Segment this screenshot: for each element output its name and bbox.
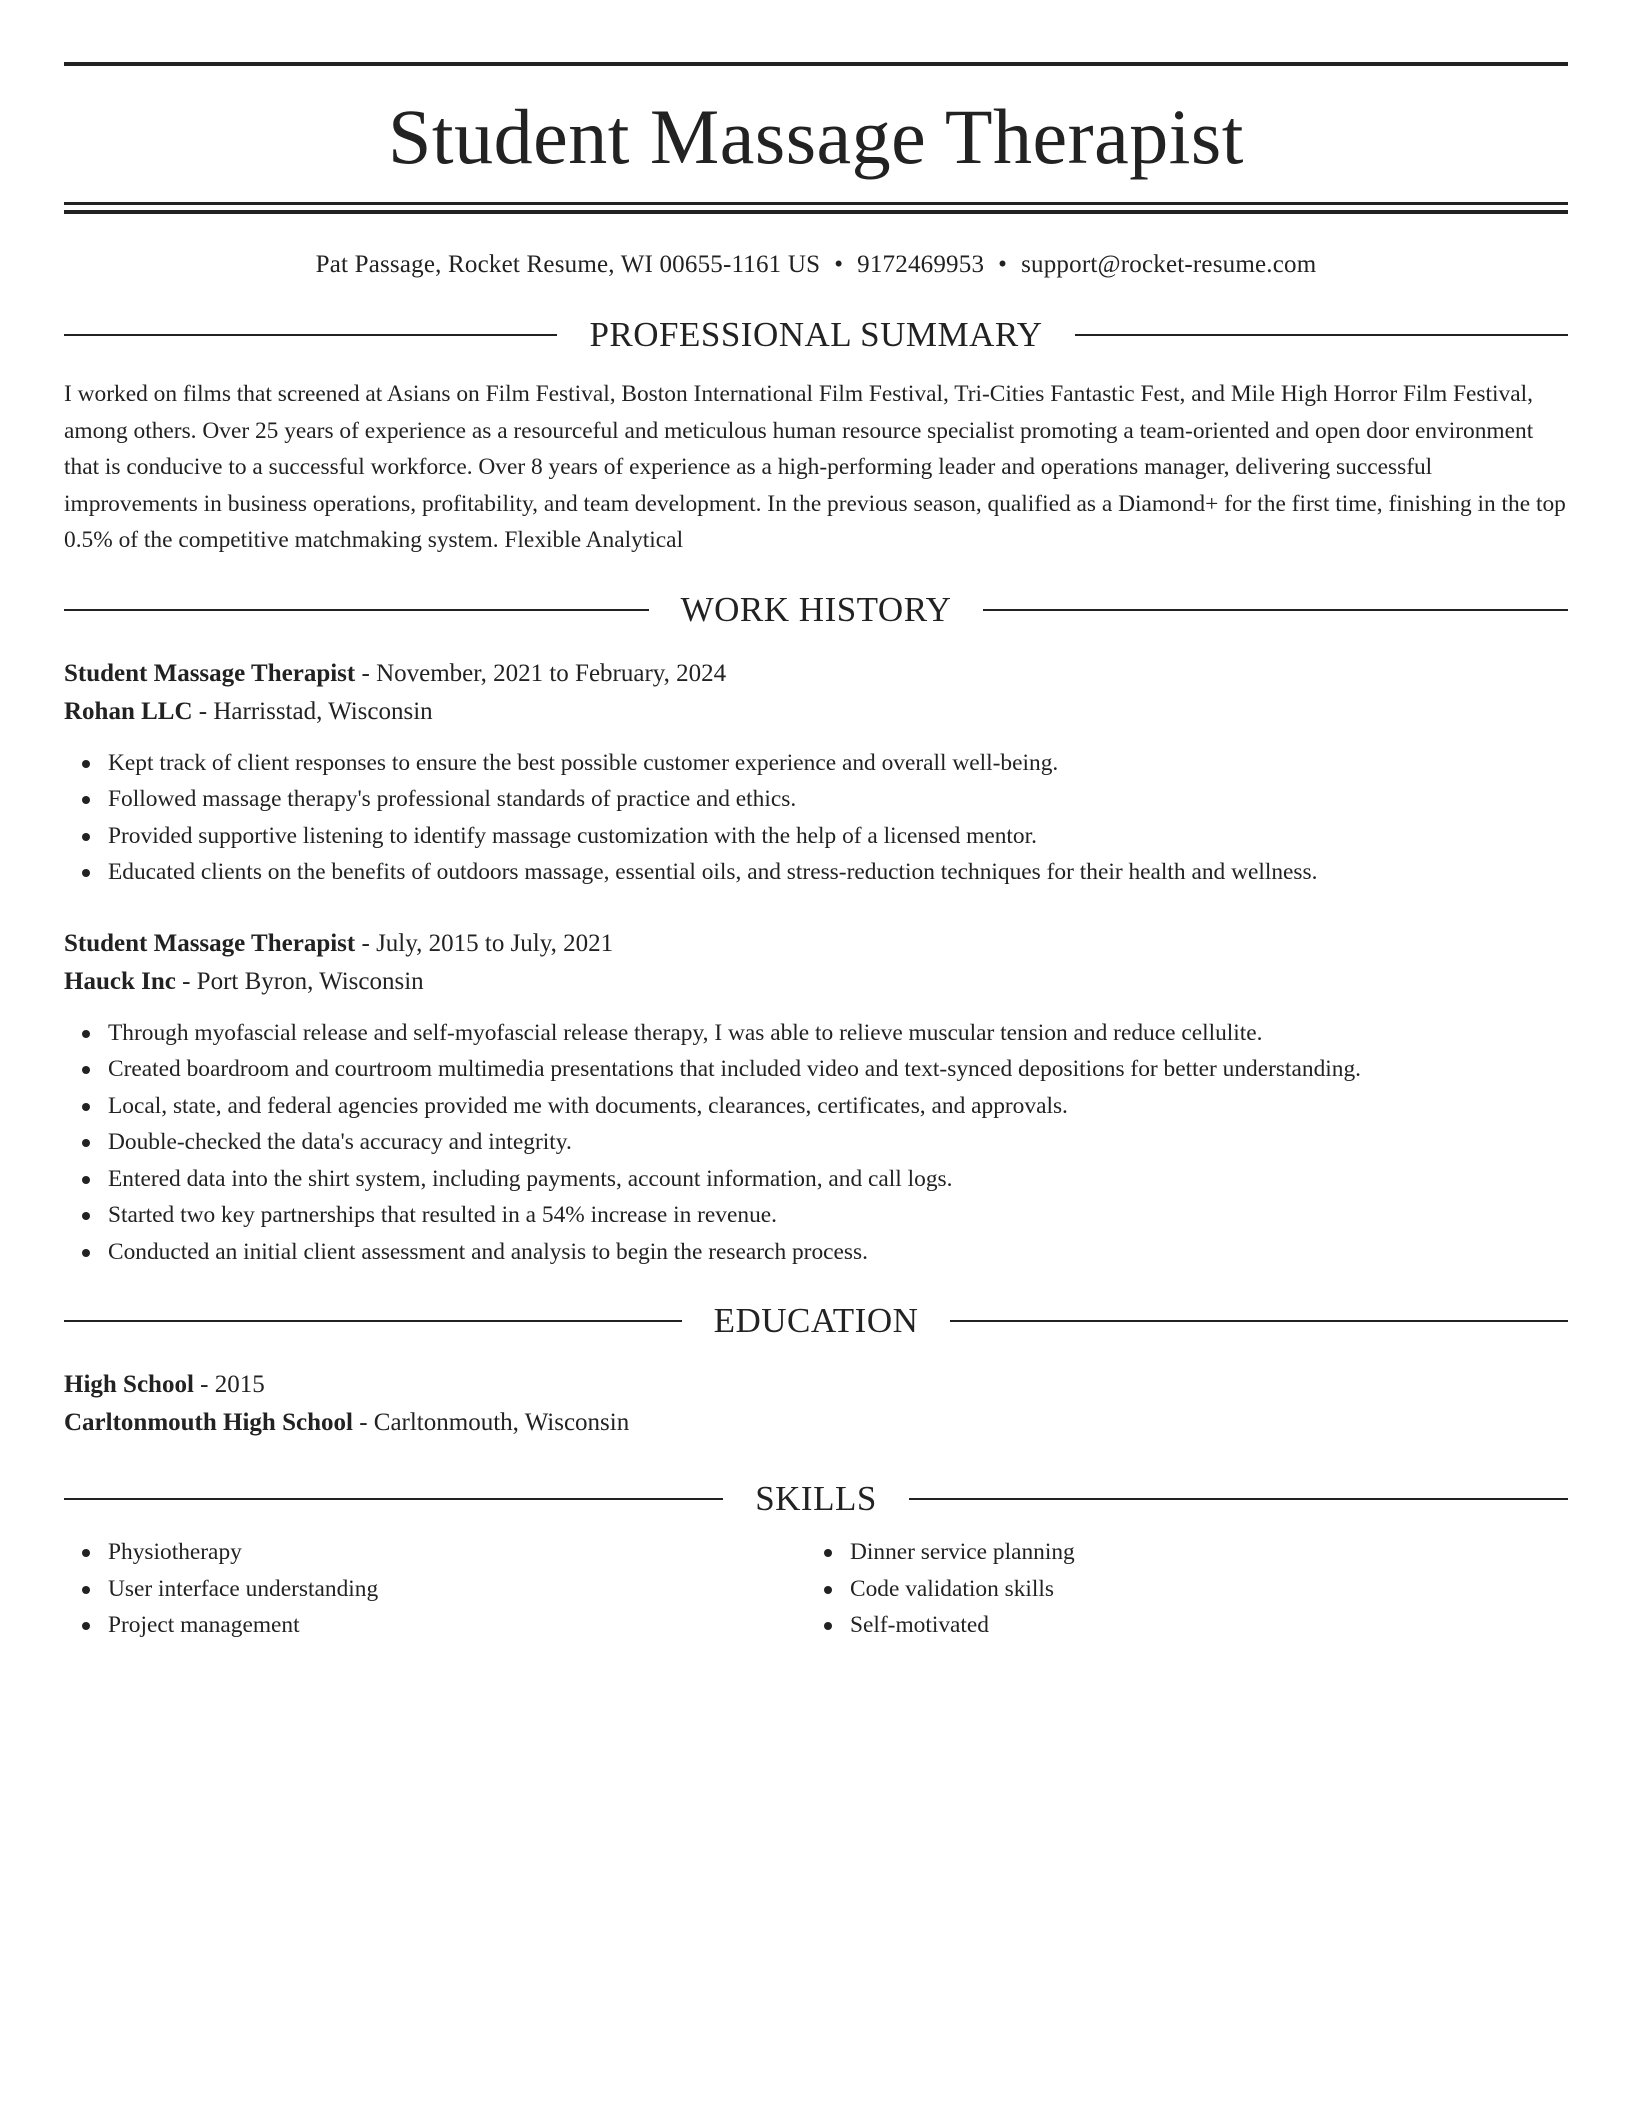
job-location: - Harrisstad, Wisconsin bbox=[192, 697, 433, 725]
contact-address: Pat Passage, Rocket Resume, WI 00655-1161 US bbox=[315, 251, 821, 278]
job-bullet: Double-checked the data's accuracy and integrity. bbox=[108, 1124, 1568, 1161]
job-bullet: Educated clients on the benefits of outdoors massage, essential oils, and stress-reduction techniques for their health and wellness. bbox=[108, 854, 1568, 891]
contact-line bbox=[64, 250, 1568, 280]
skills-heading bbox=[64, 1478, 1568, 1520]
job-entry bbox=[64, 655, 1568, 891]
job-company-line bbox=[64, 693, 1568, 731]
heading-rule-left bbox=[64, 1320, 682, 1322]
skill-item: Dinner service planning bbox=[850, 1534, 1548, 1571]
job-title: Student Massage Therapist bbox=[64, 659, 356, 687]
section-title: PROFESSIONAL SUMMARY bbox=[589, 315, 1043, 354]
top-rule bbox=[64, 62, 1568, 66]
job-bullets bbox=[64, 745, 1568, 891]
skill-item: Physiotherapy bbox=[108, 1534, 806, 1571]
education-location: - Carltonmouth, Wisconsin bbox=[352, 1409, 630, 1436]
heading-rule-right bbox=[983, 609, 1568, 611]
job-bullet: Entered data into the shirt system, including payments, account information, and call logs. bbox=[108, 1161, 1568, 1198]
skill-item: Code validation skills bbox=[850, 1571, 1548, 1608]
skill-item: Self-motivated bbox=[850, 1607, 1548, 1644]
section-title: WORK HISTORY bbox=[680, 589, 952, 629]
job-dates: - November, 2021 to February, 2024 bbox=[355, 659, 727, 687]
skills-column-left bbox=[64, 1534, 806, 1644]
resume-page bbox=[64, 62, 1568, 1644]
job-bullet: Through myofascial release and self-myofascial release therapy, I was able to relieve muscular tension and reduce cellulite. bbox=[108, 1015, 1568, 1052]
job-title-line bbox=[64, 925, 1568, 963]
education-degree-line bbox=[64, 1366, 1568, 1404]
title-double-rule bbox=[64, 202, 1568, 214]
heading-rule-left bbox=[64, 334, 557, 336]
contact-separator: • bbox=[998, 251, 1008, 278]
work-history-heading bbox=[64, 589, 1568, 631]
education-school: Carltonmouth High School bbox=[64, 1409, 353, 1436]
job-title: Student Massage Therapist bbox=[64, 929, 356, 957]
job-bullet: Created boardroom and courtroom multimedia presentations that included video and text-synced depositions for better understanding. bbox=[108, 1051, 1568, 1088]
skills-column-right bbox=[806, 1534, 1548, 1644]
job-bullet: Kept track of client responses to ensure the best possible customer experience and overall well-being. bbox=[108, 745, 1568, 782]
job-bullet: Provided supportive listening to identify massage customization with the help of a licensed mentor. bbox=[108, 818, 1568, 855]
heading-rule-right bbox=[950, 1320, 1568, 1322]
education-year: - 2015 bbox=[193, 1371, 265, 1398]
contact-email: support@rocket-resume.com bbox=[1021, 251, 1317, 278]
contact-phone: 9172469953 bbox=[857, 251, 985, 278]
job-bullet: Conducted an initial client assessment and analysis to begin the research process. bbox=[108, 1234, 1568, 1271]
heading-rule-right bbox=[1075, 334, 1568, 336]
job-entry bbox=[64, 925, 1568, 1271]
summary-text: I worked on films that screened at Asians on Film Festival, Boston International Film Festival, Tri-Cities Fantastic Fest, and Mile High Horror Film Festival, among others. Over 25 years of experience as a resourceful and meticulous human resource specialist promoting a team-oriented and open door environment that is conducive to a successful workforce. Over 8 years of experience as a high-performing leader and operations manager, delivering successful improvements in business operations, profitability, and team development. In the previous season, qualified as a Diamond+ for the first time, finishing in the top 0.5% of the competitive matchmaking system. Flexible Analytical bbox=[64, 381, 1566, 553]
education-entry bbox=[64, 1366, 1568, 1442]
heading-rule-right bbox=[909, 1498, 1568, 1500]
education-degree: High School bbox=[64, 1371, 194, 1398]
job-title-line bbox=[64, 655, 1568, 693]
job-company-line bbox=[64, 963, 1568, 1001]
section-title: EDUCATION bbox=[713, 1301, 919, 1340]
summary-heading bbox=[64, 314, 1568, 356]
job-dates: - July, 2015 to July, 2021 bbox=[355, 929, 614, 957]
job-location: - Port Byron, Wisconsin bbox=[175, 967, 424, 995]
education-heading bbox=[64, 1300, 1568, 1342]
skill-item: User interface understanding bbox=[108, 1571, 806, 1608]
job-company: Rohan LLC bbox=[64, 697, 193, 725]
skills-list bbox=[64, 1534, 1568, 1644]
job-bullet: Followed massage therapy's professional standards of practice and ethics. bbox=[108, 781, 1568, 818]
contact-separator: • bbox=[834, 251, 844, 278]
skill-item: Project management bbox=[108, 1607, 806, 1644]
education-school-line bbox=[64, 1404, 1568, 1442]
section-title: SKILLS bbox=[755, 1479, 877, 1518]
job-bullet: Local, state, and federal agencies provided me with documents, clearances, certificates, and approvals. bbox=[108, 1088, 1568, 1125]
job-bullet: Started two key partnerships that resulted in a 54% increase in revenue. bbox=[108, 1197, 1568, 1234]
heading-rule-left bbox=[64, 609, 649, 611]
job-bullets bbox=[64, 1015, 1568, 1271]
job-company: Hauck Inc bbox=[64, 967, 176, 995]
resume-title: Student Massage Therapist bbox=[388, 93, 1244, 180]
heading-rule-left bbox=[64, 1498, 723, 1500]
